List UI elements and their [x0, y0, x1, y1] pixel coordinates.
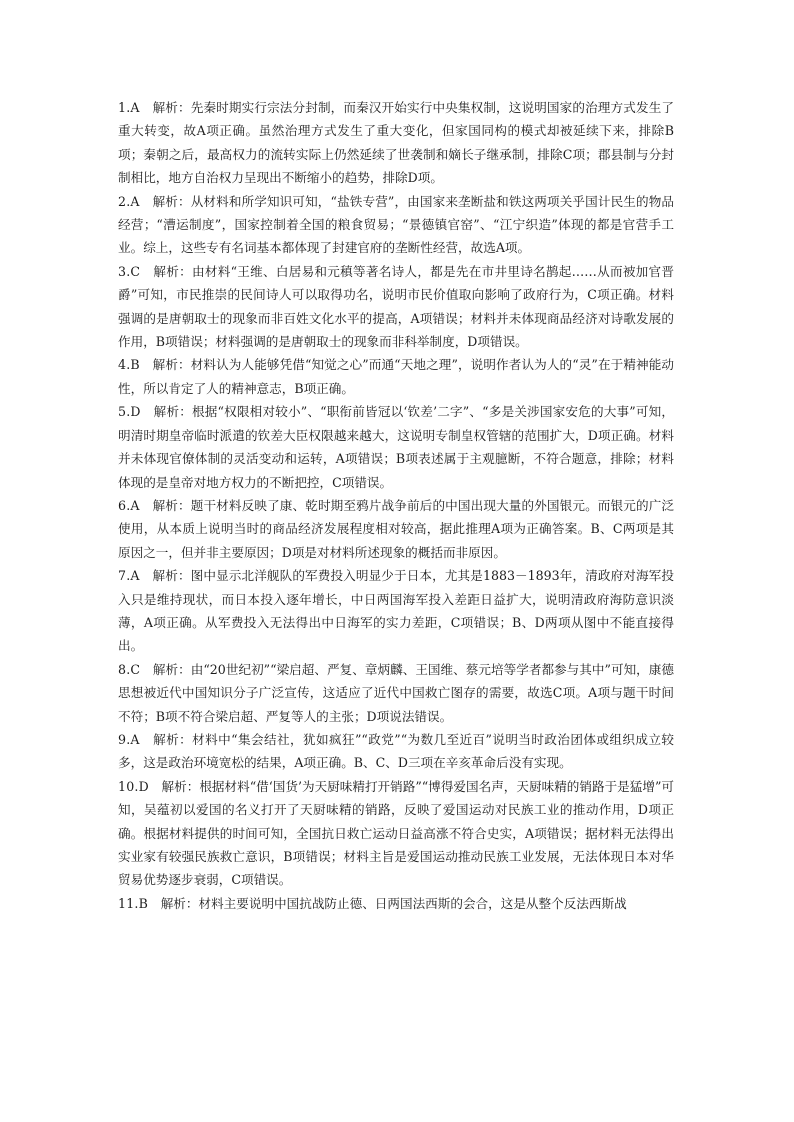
answer-item [118, 260, 674, 354]
answer-item [118, 658, 674, 728]
answer-number: 5.D [118, 404, 141, 420]
answer-number: 1.A [118, 100, 140, 115]
answer-number: 7.A [118, 568, 140, 584]
answer-explanation: 解析：材料主要说明中国抗战防止德、日两国法西斯的会合，这是从整个反法西斯战 [160, 895, 627, 911]
answer-sheet [118, 96, 674, 915]
answer-explanation: 解析：根据“权限相对较小”、“职衔前皆冠以‘钦差’二字”、“多是关涉国家安危的大事”可知，明清时期皇帝临时派遣的钦差大臣权限越来越大，这说明专制皇权管辖的范围扩大，D项正确。材料并未体现官僚体制的灵活变动和运转，A项错误；B项表述属于主观臆断，不符合题意，排除；材料体现的是皇帝对地方权力的不断把控，C项错误。 [118, 404, 675, 490]
answer-item [118, 353, 674, 400]
answer-number: 2.A [118, 193, 140, 209]
answer-number: 8.C [118, 661, 141, 677]
answer-explanation: 解析：从材料和所学知识可知，“盐铁专营”，由国家来垄断盐和铁这两项关乎国计民生的物品经营；“漕运制度”，国家控制着全国的粮食贸易；“景德镇官窑”、“江宁织造”体现的都是官营手工业。综上，这些专有名词基本都体现了封建官府的垄断性经营，故选A项。 [118, 193, 675, 256]
answer-item [118, 892, 674, 915]
answer-explanation: 解析：图中显示北洋舰队的军费投入明显少于日本，尤其是1883－1893年，清政府对海军投入只是维持现状，而日本投入逐年增长，中日两国海军投入差距日益扩大，说明清政府海防意识淡薄，A项正确。从军费投入无法得出中日海军的实力差距，C项错误；B、D两项从图中不能直接得出。 [118, 568, 674, 654]
answer-item [118, 494, 674, 564]
answer-explanation: 解析：材料中“集会结社，犹如疯狂”“政党”“为数几至近百”说明当时政治团体或组织成立较多，这是政治环境宽松的结果，A项正确。B、C、D三项在辛亥革命后没有实现。 [118, 731, 675, 771]
answer-explanation: 解析：由材料“王维、白居易和元稹等著名诗人，都是先在市井里诗名鹊起……从而被加官晋爵”可知，市民推崇的民间诗人可以取得功名，说明市民价值取向影响了政府行为，C项正确。材料强调的是唐朝取士的现象而非百姓文化水平的提高，A项错误；材料并未体现商品经济对诗歌发展的作用，B项错误；材料强调的是唐朝取士的现象而非科举制度，D项错误。 [118, 263, 674, 350]
answer-explanation: 解析：先秦时期实行宗法分封制，而秦汉开始实行中央集权制，这说明国家的治理方式发生了重大转变，故A项正确。虽然治理方式发生了重大变化，但家国同构的模式却被延续下来，排除B项；秦朝之后，最高权力的流转实际上仍然延续了世袭制和嫡长子继承制，排除C项；郡县制与分封制相比，地方自治权力呈现出不断缩小的趋势，排除D项。 [118, 100, 675, 186]
answer-item [118, 96, 674, 190]
answer-item [118, 190, 674, 260]
answer-item [118, 728, 674, 775]
answer-explanation: 解析：根据材料“借‘国货’为天厨味精打开销路”“博得爱国名声，天厨味精的销路于是猛增”可知，吴蕴初以爱国的名义打开了天厨味精的销路，反映了爱国运动对民族工业的推动作用，D项正确。根据材料提供的时间可知，全国抗日救亡运动日益高涨不符合史实，A项错误；据材料无法得出实业家有较强民族救亡意识，B项错误；材料主旨是爱国运动推动民族工业发展，无法体现日本对华贸易优势逐步衰弱，C项错误。 [118, 778, 675, 888]
answer-number: 4.B [118, 357, 140, 373]
answer-number: 11.B [118, 895, 149, 911]
answer-explanation: 解析：题干材料反映了康、乾时期至鸦片战争前后的中国出现大量的外国银元。而银元的广泛使用，从本质上说明当时的商品经济发展程度相对较高，据此推理A项为正确答案。B、C两项是其原因之一，但并非主要原因；D项是对材料所述现象的概括而非原因。 [118, 497, 675, 560]
answer-number: 3.C [118, 263, 141, 279]
answer-item [118, 400, 674, 494]
answer-number: 9.A [118, 731, 140, 747]
answer-item [118, 775, 674, 892]
answer-number: 10.D [118, 778, 149, 794]
answer-number: 6.A [118, 497, 140, 513]
answer-explanation: 解析：由“20世纪初”“梁启超、严复、章炳麟、王国维、蔡元培等学者都参与其中”可知，康德思想被近代中国知识分子广泛宣传，这适应了近代中国救亡图存的需要，故选C项。A项与题干时间不符；B项不符合梁启超、严复等人的主张；D项说法错误。 [118, 661, 675, 724]
answer-explanation: 解析：材料认为人能够凭借“知觉之心”而通“天地之理”，说明作者认为人的“灵”在于精神能动性，所以肯定了人的精神意志，B项正确。 [118, 357, 675, 396]
answer-item [118, 564, 674, 658]
